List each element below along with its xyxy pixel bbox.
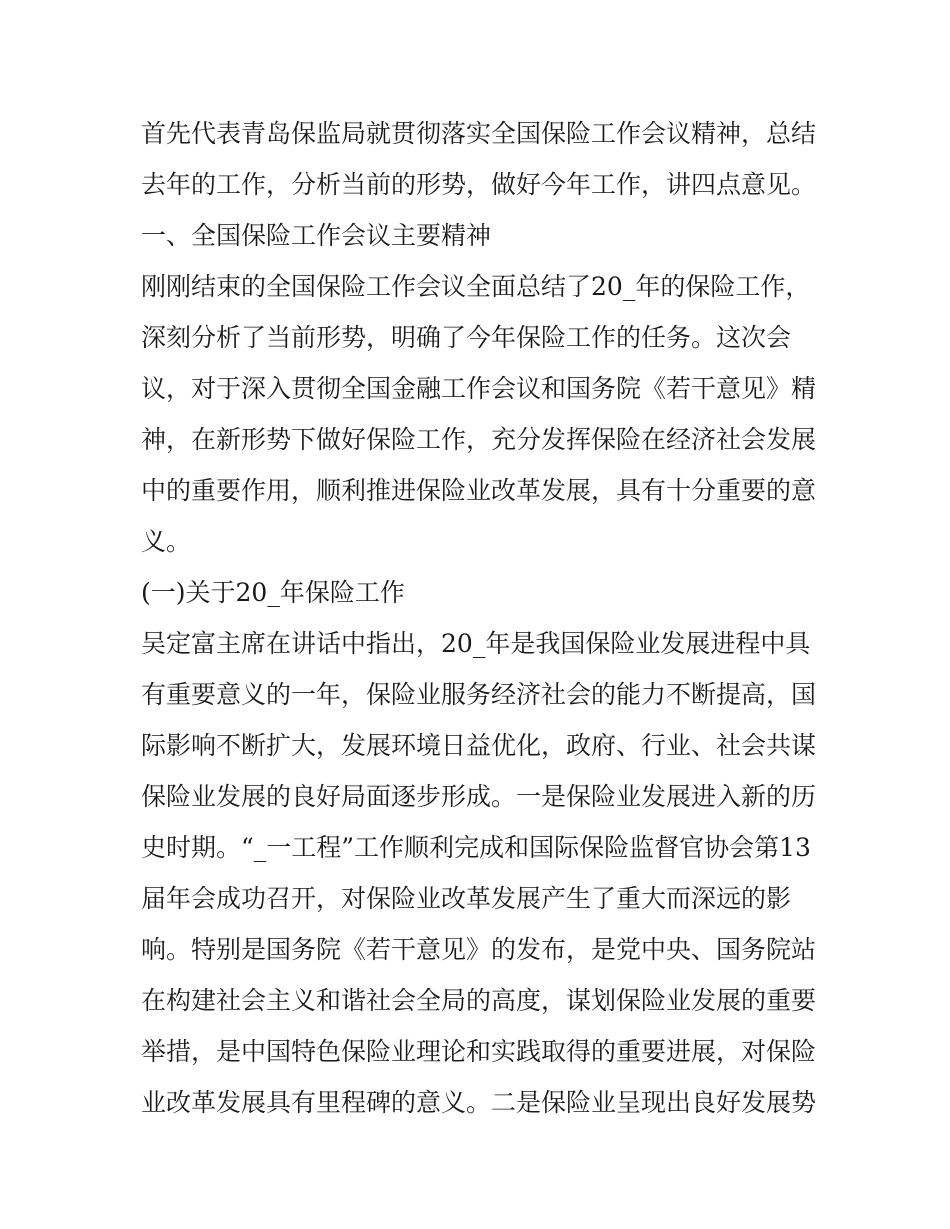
text-line-11: 吴定富主席在讲话中指出，20_年是我国保险业发展进程中具 bbox=[141, 629, 811, 658]
text-line-5: 深刻分析了当前形势，明确了今年保险工作的任务。这次会 bbox=[141, 323, 792, 352]
text-line-1: 首先代表青岛保监局就贯彻落实全国保险工作会议精神，总结 bbox=[141, 119, 817, 148]
text-line-17: 响。特别是国务院《若干意见》的发布，是党中央、国务院站 bbox=[141, 935, 817, 964]
text-line-16: 届年会成功召开，对保险业改革发展产生了重大而深远的影 bbox=[141, 884, 792, 913]
subsection-heading-1: (一)关于20_年保险工作 bbox=[141, 578, 405, 607]
text-line-9: 义。 bbox=[141, 527, 192, 556]
text-line-2: 去年的工作，分析当前的形势，做好今年工作，讲四点意见。 bbox=[141, 170, 817, 199]
text-line-20: 业改革发展具有里程碑的意义。二是保险业呈现出良好发展势 bbox=[141, 1088, 817, 1117]
text-line-7: 神，在新形势下做好保险工作，充分发挥保险在经济社会发展 bbox=[141, 425, 817, 454]
text-line-14: 保险业发展的良好局面逐步形成。一是保险业发展进入新的历 bbox=[141, 782, 817, 811]
text-line-4: 刚刚结束的全国保险工作会议全面总结了20_年的保险工作， bbox=[141, 272, 811, 301]
text-line-15: 史时期。“_一工程”工作顺利完成和国际保险监督官协会第13 bbox=[141, 833, 811, 862]
text-line-19: 举措，是中国特色保险业理论和实践取得的重要进展，对保险 bbox=[141, 1037, 817, 1066]
section-heading-1: 一、全国保险工作会议主要精神 bbox=[141, 221, 492, 250]
text-line-13: 际影响不断扩大，发展环境日益优化，政府、行业、社会共谋 bbox=[141, 731, 817, 760]
text-line-18: 在构建社会主义和谐社会全局的高度，谋划保险业发展的重要 bbox=[141, 986, 817, 1015]
text-line-8: 中的重要作用，顺利推进保险业改革发展，具有十分重要的意 bbox=[141, 476, 817, 505]
body-text bbox=[141, 108, 821, 1128]
text-line-6: 议，对于深入贯彻全国金融工作会议和国务院《若干意见》精 bbox=[141, 374, 817, 403]
text-line-12: 有重要意义的一年，保险业服务经济社会的能力不断提高，国 bbox=[141, 680, 817, 709]
